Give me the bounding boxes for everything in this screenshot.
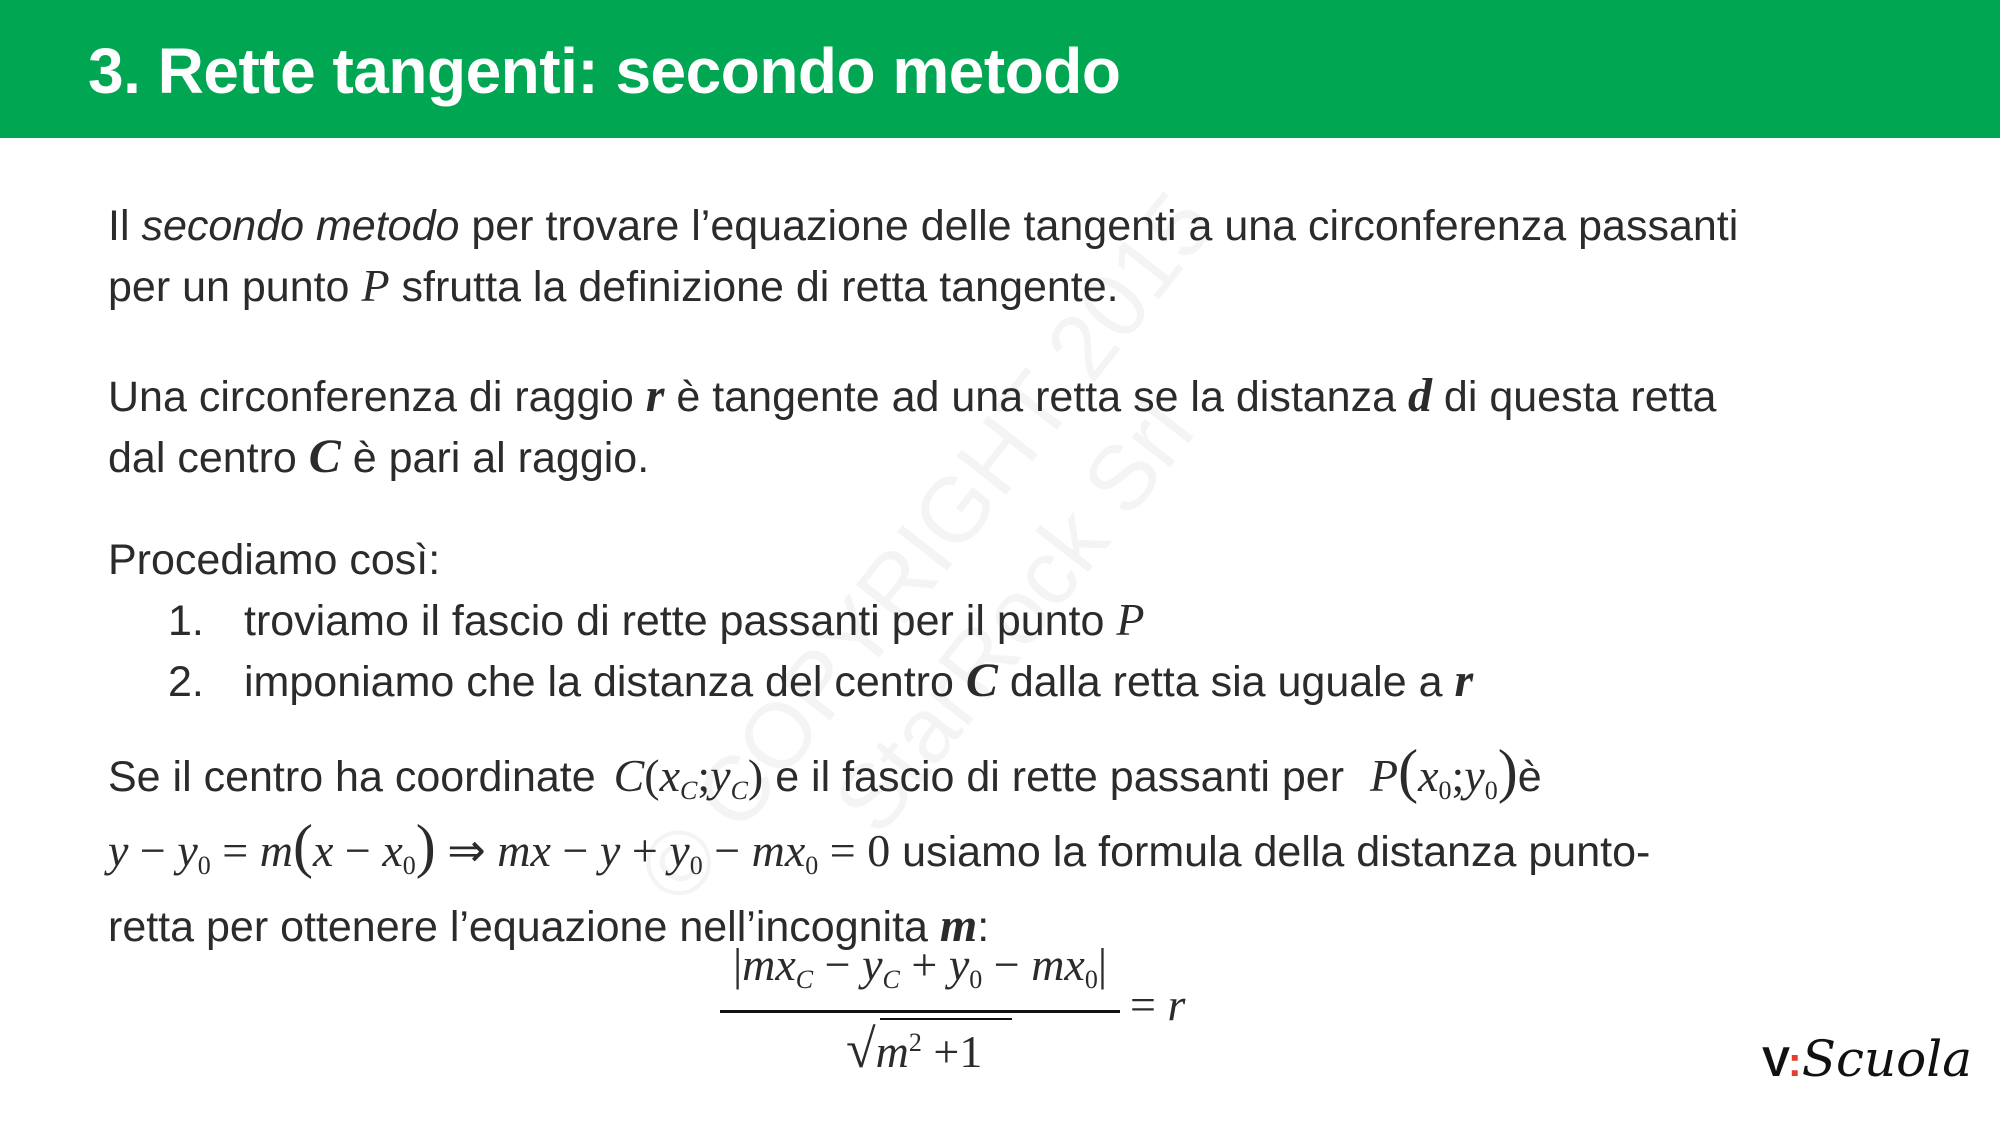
- coordinates-paragraph: [108, 738, 1651, 957]
- point-p-symbol: P: [1116, 594, 1145, 645]
- coordinates-line-1: Se il centro ha coordinate $C(x_C;y_C)$ e il fascio di rette passanti per $P(x_0;y_0)è$: [108, 738, 1542, 805]
- formula-equals-r: = r: [1130, 979, 1186, 1030]
- intro-line-2: per un punto P sfrutta la definizione di retta tangente.: [108, 260, 1119, 311]
- definition-line-1: Una circonferenza di raggio r è tangente ad una retta se la distanza d di questa retta: [108, 369, 1717, 422]
- definition-line-2: dal centro C è pari al raggio.: [108, 430, 650, 483]
- list-item: 1. troviamo il fascio di rette passanti per il punto P: [168, 594, 1145, 645]
- center-symbol: C: [965, 654, 998, 707]
- distance-symbol: d: [1407, 369, 1432, 422]
- definition-paragraph: [108, 366, 1716, 488]
- center-symbol: C: [308, 430, 341, 483]
- intro-line-1: Il secondo metodo per trovare l’equazione delle tangenti a una circonferenza passanti: [108, 202, 1739, 250]
- procedure-heading: Procediamo così:: [108, 536, 441, 584]
- vscuola-logo: V:Scuola: [1762, 1030, 1973, 1088]
- coordinates-line-2: $y - y_0 = m(x - x_0)$ ⇒ mx − $y + y_0 - mx_0 = 0$ usiamo la formula della distanza punto-: [108, 813, 1651, 880]
- fraction-bar: [720, 1010, 1120, 1013]
- emphasis-secondo-metodo: secondo metodo: [141, 202, 460, 250]
- coordinates-line-3: retta per ottenere l’equazione nell’incognita m:: [108, 899, 990, 952]
- unknown-m-symbol: m: [939, 899, 978, 952]
- distance-formula: [718, 938, 1198, 1078]
- line-bundle-formula: $y - y_0 = m(x - x_0)$ ⇒ mx − $y + y_0 - mx_0 = 0$: [108, 813, 891, 880]
- intro-paragraph: [108, 196, 1738, 317]
- radius-symbol: r: [645, 369, 665, 422]
- list-item: 2. imponiamo che la distanza del centro C dalla retta sia uguale a r: [168, 654, 1474, 707]
- radius-symbol: r: [1454, 654, 1474, 707]
- point-coordinates-formula: $P(x_0;y_0)$: [1370, 738, 1518, 805]
- formula-numerator: $|mx_C - y_C + y_0 - mx_0|$: [732, 939, 1108, 994]
- point-p-symbol: P: [361, 260, 390, 311]
- formula-denominator: $√m^2 +1$: [846, 1019, 983, 1079]
- square-root-bar: [880, 1018, 1012, 1020]
- page-title: 3. Rette tangenti: secondo metodo: [88, 35, 1121, 107]
- procedure-list: [168, 590, 1473, 712]
- center-coordinates-formula: $C(x_C;y_C)$: [613, 750, 764, 805]
- title-bar: [0, 0, 2000, 138]
